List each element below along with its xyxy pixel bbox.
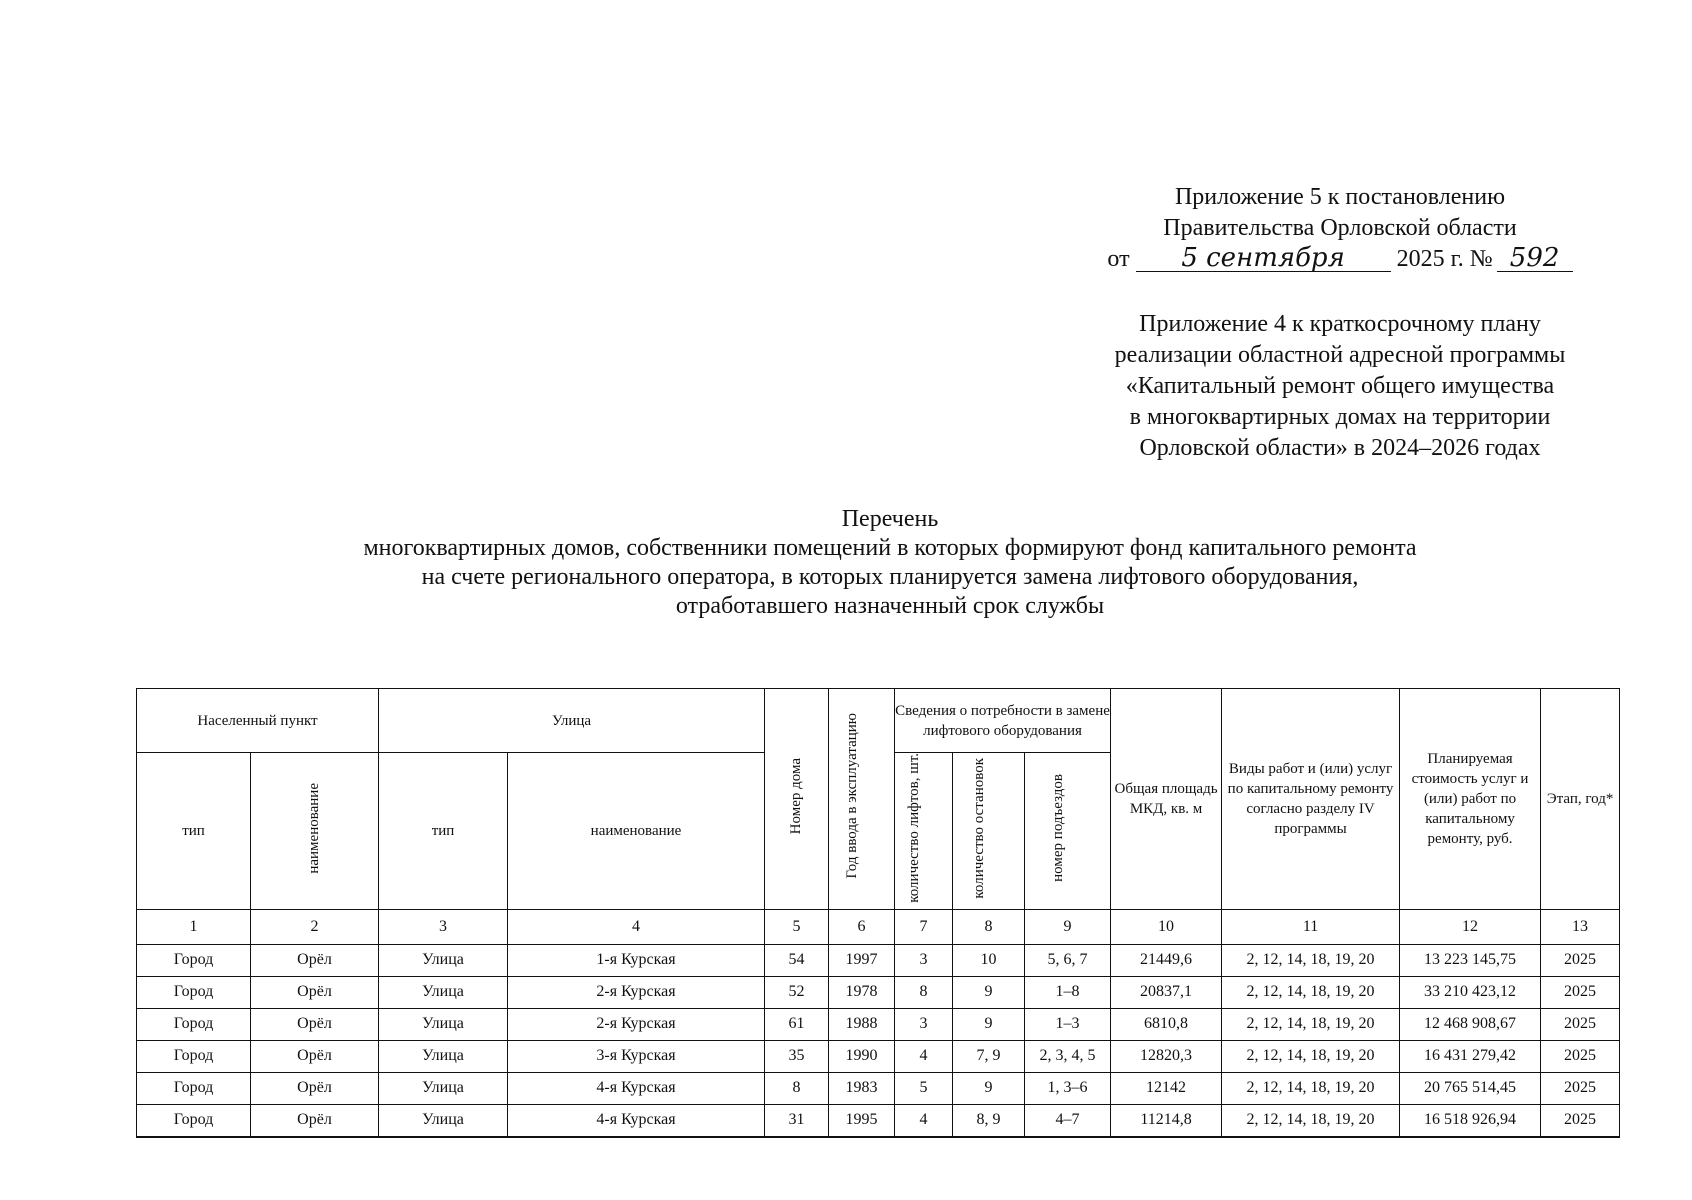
title-line: многоквартирных домов, собственники помещений в которых формируют фонд капитального ремонта — [363, 535, 1417, 561]
column-number-cell: 13 — [1541, 909, 1620, 944]
table-cell: Орёл — [251, 1072, 379, 1104]
table-cell: Улица — [379, 976, 508, 1008]
appendix-5-line-1: Приложение 5 к постановлению — [1174, 184, 1506, 210]
table-cell: 4 — [895, 1104, 953, 1137]
title-line: на счете регионального оператора, в которых планируется замена лифтового оборудования, — [421, 564, 1359, 590]
table-cell: Орёл — [251, 1008, 379, 1040]
table-cell: 2, 12, 14, 18, 19, 20 — [1222, 976, 1400, 1008]
table-row — [137, 1104, 1620, 1137]
table-cell: 54 — [765, 944, 829, 976]
column-number-cell: 3 — [379, 909, 508, 944]
table-cell: Орёл — [251, 1040, 379, 1072]
order-date-line — [1040, 244, 1640, 275]
header-street-type: тип — [379, 753, 508, 910]
table-row — [137, 944, 1620, 976]
header-locality-name — [251, 753, 379, 910]
header-entrance-numbers-text: номер подъездов — [1049, 773, 1066, 882]
table-cell: 2025 — [1541, 944, 1620, 976]
table-cell: Орёл — [251, 976, 379, 1008]
table-cell: 4-я Курская — [508, 1104, 765, 1137]
header-lift-needs: Сведения о потребности в замене лифтового оборудования — [895, 689, 1111, 753]
header-street: Улица — [379, 689, 765, 753]
table-cell: 1–8 — [1025, 976, 1111, 1008]
table-cell: 3 — [895, 944, 953, 976]
header-locality-name-text: наименование — [306, 782, 322, 874]
column-number-cell: 9 — [1025, 909, 1111, 944]
table-cell: Город — [137, 1008, 251, 1040]
table-cell: 2025 — [1541, 1104, 1620, 1137]
column-number-cell: 8 — [953, 909, 1025, 944]
table-cell: Улица — [379, 1072, 508, 1104]
table-cell: Город — [137, 1104, 251, 1137]
table-cell: 1988 — [829, 1008, 895, 1040]
table-cell: 5 — [895, 1072, 953, 1104]
table-cell: 8, 9 — [953, 1104, 1025, 1137]
table-cell: 1-я Курская — [508, 944, 765, 976]
table-cell: 1, 3–6 — [1025, 1072, 1111, 1104]
table-cell: 4-я Курская — [508, 1072, 765, 1104]
table-cell: 2, 12, 14, 18, 19, 20 — [1222, 1008, 1400, 1040]
column-number-cell: 1 — [137, 909, 251, 944]
handwritten-order-number: 592 — [1497, 245, 1573, 272]
header-locality: Населенный пункт — [137, 689, 379, 753]
column-number-cell: 4 — [508, 909, 765, 944]
column-number-cell: 11 — [1222, 909, 1400, 944]
column-number-row — [137, 909, 1620, 944]
table-cell: 2025 — [1541, 976, 1620, 1008]
column-number-cell: 7 — [895, 909, 953, 944]
table-cell: 52 — [765, 976, 829, 1008]
table-cell: Город — [137, 1040, 251, 1072]
year-label: 2025 г. № — [1396, 246, 1493, 272]
table-cell: Город — [137, 1072, 251, 1104]
column-number-cell: 10 — [1111, 909, 1222, 944]
table-row — [137, 1072, 1620, 1104]
table-cell: Город — [137, 976, 251, 1008]
table-cell: 9 — [953, 1072, 1025, 1104]
table-cell: 35 — [765, 1040, 829, 1072]
from-label: от — [1107, 246, 1130, 272]
title-heading: Перечень — [841, 506, 939, 532]
header-entrance-numbers — [1025, 753, 1111, 910]
header-house-number-text: Номер дома — [788, 757, 805, 835]
table-cell: 1–3 — [1025, 1008, 1111, 1040]
table-cell: 21449,6 — [1111, 944, 1222, 976]
table-cell: 33 210 423,12 — [1400, 976, 1541, 1008]
header-lift-count-text: количество лифтов, шт. — [905, 753, 922, 903]
header-year-commissioned — [829, 689, 895, 910]
column-number-cell: 2 — [251, 909, 379, 944]
header-street-name: наименование — [508, 753, 765, 910]
table-cell: 2025 — [1541, 1040, 1620, 1072]
header-planned-cost: Планируемая стоимость услуг и (или) работ по капитальному ремонту, руб. — [1400, 689, 1541, 910]
table-cell: Город — [137, 944, 251, 976]
table-cell: 1978 — [829, 976, 895, 1008]
table-cell: 5, 6, 7 — [1025, 944, 1111, 976]
table-cell: 16 431 279,42 — [1400, 1040, 1541, 1072]
table-cell: 8 — [895, 976, 953, 1008]
appendix-5-header — [1040, 182, 1640, 275]
table-cell: 12142 — [1111, 1072, 1222, 1104]
table-cell: 1997 — [829, 944, 895, 976]
table-cell: 10 — [953, 944, 1025, 976]
header-total-area: Общая площадь МКД, кв. м — [1111, 689, 1222, 910]
table-cell: 1995 — [829, 1104, 895, 1137]
table-cell: 20837,1 — [1111, 976, 1222, 1008]
table-cell: 20 765 514,45 — [1400, 1072, 1541, 1104]
header-stop-count-text: количество остановок — [970, 757, 987, 899]
table-cell: 4 — [895, 1040, 953, 1072]
table-cell: 3 — [895, 1008, 953, 1040]
table-cell: 1983 — [829, 1072, 895, 1104]
table-cell: 2, 12, 14, 18, 19, 20 — [1222, 1104, 1400, 1137]
table-cell: 2025 — [1541, 1072, 1620, 1104]
table-cell: Орёл — [251, 1104, 379, 1137]
header-year-commissioned-text: Год ввода в эксплуатацию — [843, 713, 860, 879]
column-number-cell: 6 — [829, 909, 895, 944]
table-body — [137, 909, 1620, 1137]
appendix-4-line: реализации областной адресной программы — [1114, 342, 1566, 368]
table-row — [137, 1040, 1620, 1072]
column-number-cell: 5 — [765, 909, 829, 944]
table-cell: 2, 3, 4, 5 — [1025, 1040, 1111, 1072]
header-stage: Этап, год* — [1541, 689, 1620, 910]
appendix-4-header — [1040, 309, 1640, 464]
table-cell: 3-я Курская — [508, 1040, 765, 1072]
header-lift-count — [895, 753, 953, 910]
document-title — [230, 505, 1550, 621]
housing-registry-table — [136, 688, 1620, 1138]
table-cell: Улица — [379, 944, 508, 976]
table-cell: 8 — [765, 1072, 829, 1104]
handwritten-date: 5 сентября — [1136, 245, 1391, 272]
table-cell: 61 — [765, 1008, 829, 1040]
header-stop-count — [953, 753, 1025, 910]
table-cell: 2025 — [1541, 1008, 1620, 1040]
header-house-number — [765, 689, 829, 910]
header-work-types: Виды работ и (или) услуг по капитальному ремонту согласно разделу IV программы — [1222, 689, 1400, 910]
table-cell: 16 518 926,94 — [1400, 1104, 1541, 1137]
title-line: отработавшего назначенный срок службы — [675, 593, 1105, 619]
table-cell: Орёл — [251, 944, 379, 976]
table-cell: 9 — [953, 976, 1025, 1008]
table-cell: 1990 — [829, 1040, 895, 1072]
table-cell: 7, 9 — [953, 1040, 1025, 1072]
table-cell: 2, 12, 14, 18, 19, 20 — [1222, 944, 1400, 976]
table-cell: 4–7 — [1025, 1104, 1111, 1137]
table-cell: 2, 12, 14, 18, 19, 20 — [1222, 1072, 1400, 1104]
column-number-cell: 12 — [1400, 909, 1541, 944]
table-cell: 12 468 908,67 — [1400, 1008, 1541, 1040]
table-cell: 31 — [765, 1104, 829, 1137]
table-cell: Улица — [379, 1104, 508, 1137]
table-cell: Улица — [379, 1040, 508, 1072]
table-row — [137, 976, 1620, 1008]
table-cell: 11214,8 — [1111, 1104, 1222, 1137]
table-cell: 13 223 145,75 — [1400, 944, 1541, 976]
appendix-5-line-2: Правительства Орловской области — [1163, 215, 1517, 241]
table-cell: 6810,8 — [1111, 1008, 1222, 1040]
table-cell: 9 — [953, 1008, 1025, 1040]
appendix-4-line: Орловской области» в 2024–2026 годах — [1139, 435, 1541, 461]
appendix-4-line: Приложение 4 к краткосрочному плану — [1139, 311, 1541, 337]
appendix-4-line: в многоквартирных домах на территории — [1129, 404, 1551, 430]
table-row — [137, 1008, 1620, 1040]
table-cell: 2, 12, 14, 18, 19, 20 — [1222, 1040, 1400, 1072]
header-locality-type: тип — [137, 753, 251, 910]
table-cell: 12820,3 — [1111, 1040, 1222, 1072]
appendix-4-line: «Капитальный ремонт общего имущества — [1125, 373, 1555, 399]
table-cell: 2-я Курская — [508, 1008, 765, 1040]
table-cell: 2-я Курская — [508, 976, 765, 1008]
table-cell: Улица — [379, 1008, 508, 1040]
